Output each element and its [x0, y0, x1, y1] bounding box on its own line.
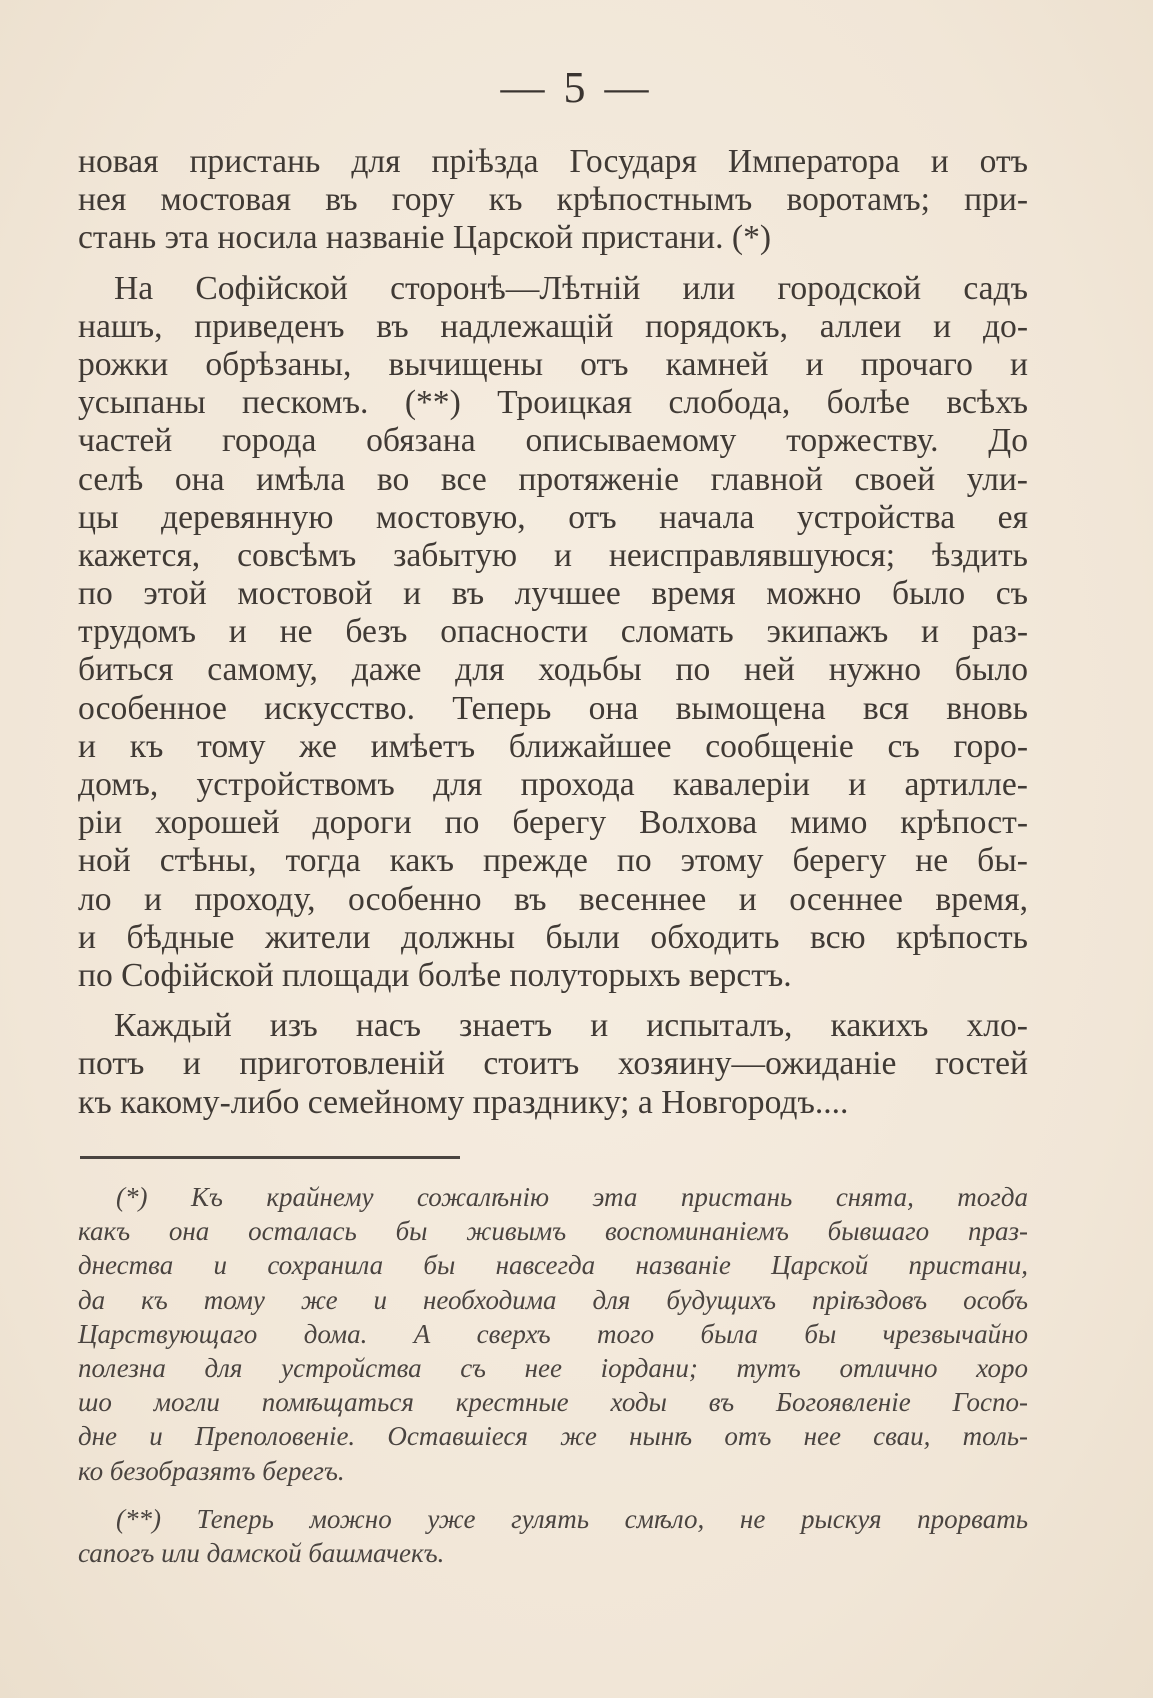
footnote-line: днества и сохранила бы навсегда названiе Царской пристани, — [78, 1250, 1028, 1281]
text-line: нея мостовая въ гору къ крѣпостнымъ воротамъ; при- — [78, 181, 1028, 219]
footnote-line: сапогъ или дамской башмачекъ. — [78, 1537, 445, 1568]
text-line: трудомъ и не безъ опасности сломать экипажъ и раз- — [78, 613, 1028, 651]
footnote-line: (**) Теперь можно уже гулять смѣло, не рыскуя прорвать — [116, 1503, 1028, 1534]
text-line: по Софiйской площади болѣе полуторыхъ верстъ. — [78, 956, 792, 994]
text-line: биться самому, даже для ходьбы по ней нужно было — [78, 651, 1028, 689]
footnote-line: да къ тому же и необходима для будущихъ прiѣздовъ особъ — [78, 1284, 1028, 1315]
text-line: ло и проходу, особенно въ весеннее и осеннее время, — [78, 880, 1028, 918]
footnotes-block — [78, 1180, 1028, 1570]
text-line: кажется, совсѣмъ забытую и неисправлявшуюся; ѣздить — [78, 536, 1028, 574]
text-line: и къ тому же имѣетъ ближайшее сообщенiе съ горо- — [78, 727, 1028, 765]
paragraph-gap — [78, 1488, 1028, 1502]
text-line: стань эта носила названiе Царской пристани. (*) — [78, 219, 772, 257]
page-number: — 5 — — [500, 63, 653, 112]
footnote-line: Царствующаго дома. А сверхъ того была бы чрезвычайно — [78, 1318, 1028, 1349]
text-line: На Софiйской сторонѣ—Лѣтнiй или городской садъ — [114, 269, 1028, 307]
footnote-line: дне и Преполовенiе. Оставшiеся же нынѣ отъ нее сваи, толь- — [78, 1421, 1028, 1452]
text-line: къ какому-либо семейному празднику; а Новгородъ.... — [78, 1083, 849, 1121]
text-line: рожки обрѣзаны, вычищены отъ камней и прочаго и — [78, 345, 1028, 383]
main-text-block — [78, 143, 1028, 1122]
text-line: ной стѣны, тогда какъ прежде по этому берегу не бы- — [78, 842, 1028, 880]
text-line: цы деревянную мостовую, отъ начала устройства ея — [78, 498, 1028, 536]
text-line: особенное искусство. Теперь она вымощена вся вновь — [78, 689, 1028, 727]
footnote-line: шо могли помѣщаться крестные ходы въ Богоявленiе Госпо- — [78, 1387, 1028, 1418]
footnote-line: какъ она осталась бы живымъ воспоминанiемъ бывшаго праз- — [78, 1216, 1028, 1247]
paragraph-gap — [78, 995, 1028, 1007]
text-line: нашъ, приведенъ въ надлежащiй порядокъ, аллеи и до- — [78, 307, 1028, 345]
footnote-line: (*) Къ крайнему сожалѣнiю эта пристань снята, тогда — [116, 1182, 1028, 1212]
text-line: и бѣдные жители должны были обходить всю крѣпость — [78, 918, 1028, 956]
footnote-divider — [80, 1156, 460, 1159]
text-line: по этой мостовой и въ лучшее время можно было съ — [78, 575, 1028, 613]
text-line: частей города обязана описываемому торжеству. До — [78, 422, 1028, 460]
text-line: усыпаны пескомъ. (**) Троицкая слобода, болѣе всѣхъ — [78, 384, 1028, 422]
text-line: домъ, устройствомъ для прохода кавалерiи и артилле- — [78, 766, 1028, 803]
paragraph-gap — [78, 258, 1028, 270]
text-line: Каждый изъ насъ знаетъ и испыталъ, какихъ хло- — [114, 1007, 1028, 1045]
text-line: потъ и приготовленiй стоитъ хозяину—ожиданiе гостей — [78, 1045, 1028, 1083]
footnote-line: полезна для устройства съ нее iордани; тутъ отлично хоро — [78, 1352, 1028, 1383]
text-line: рiи хорошей дороги по берегу Волхова мимо крѣпост- — [78, 804, 1028, 842]
footnote-line: ко безобразятъ берегъ. — [78, 1455, 345, 1486]
text-line: селѣ она имѣла во все протяженiе главной своей ули- — [78, 460, 1028, 498]
text-line: новая пристань для прiѣзда Государя Императора и отъ — [78, 143, 1028, 180]
